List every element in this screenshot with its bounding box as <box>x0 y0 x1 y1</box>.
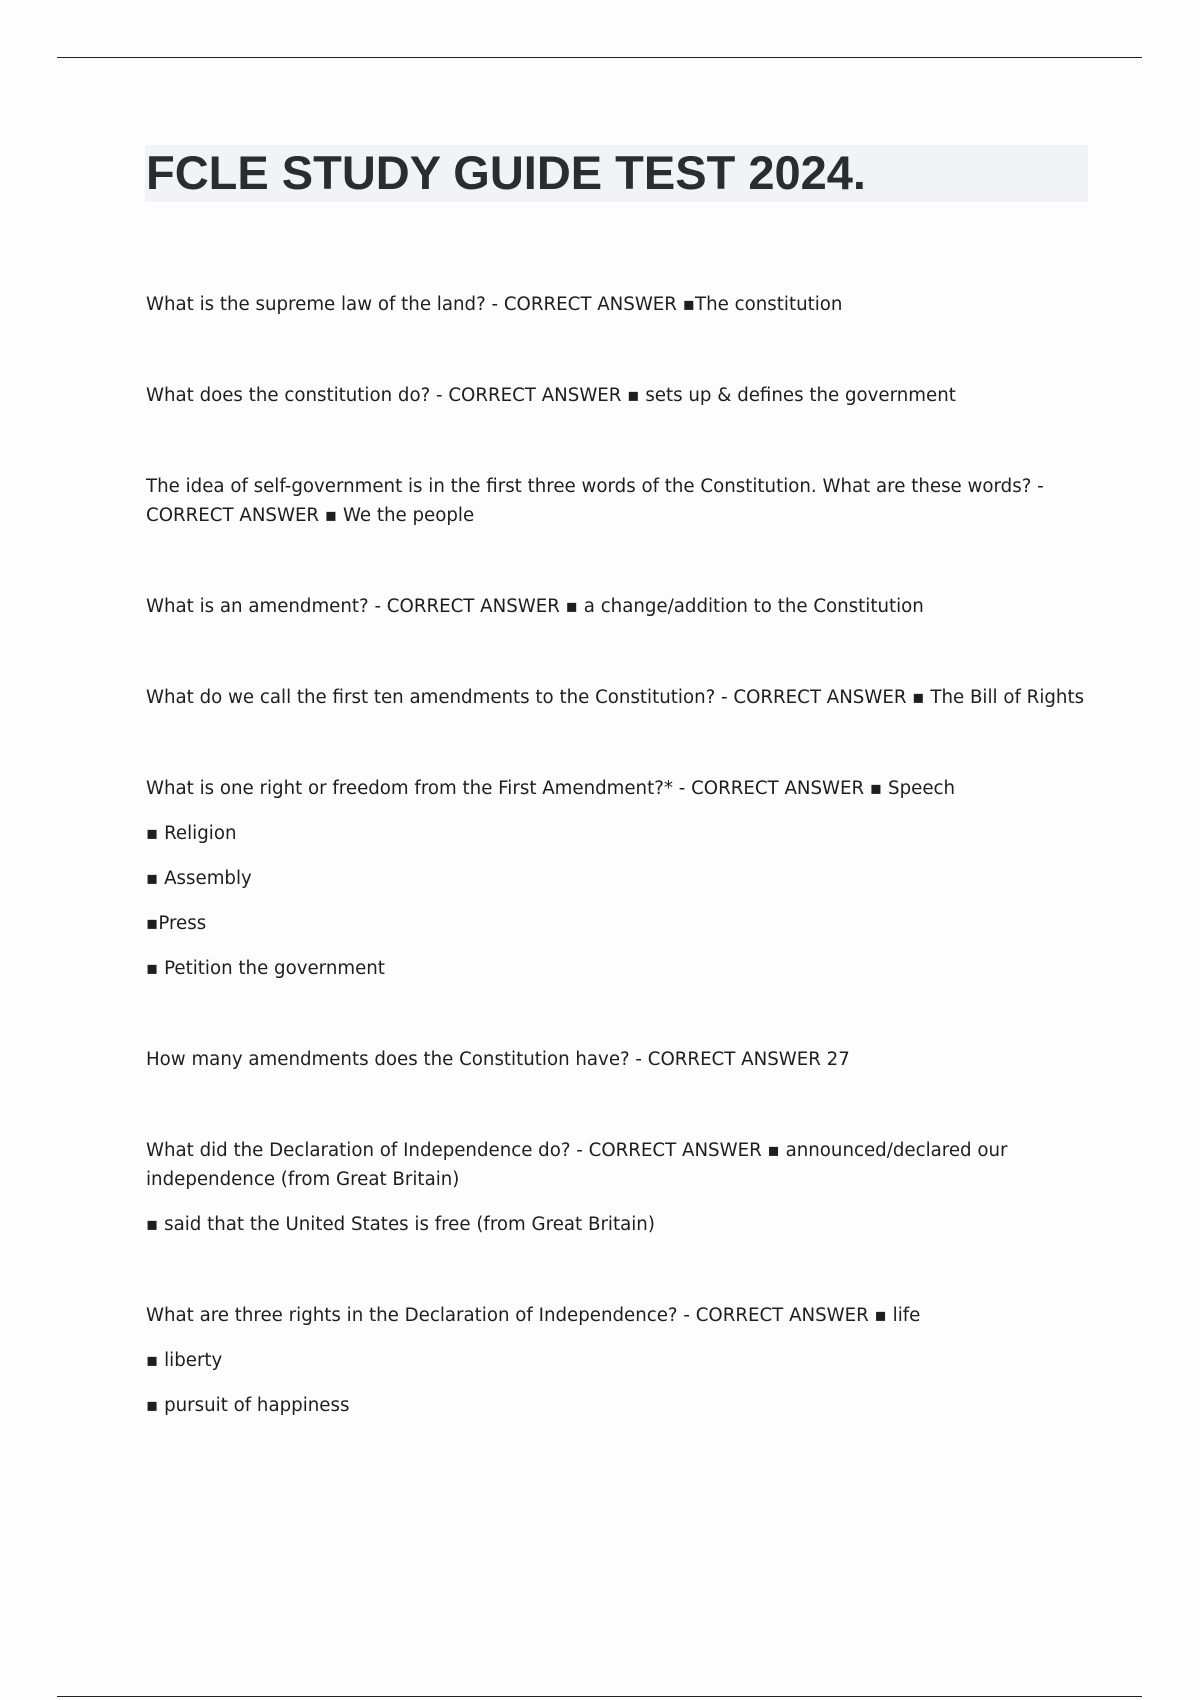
qa-bullet: ▪ Religion <box>146 823 237 844</box>
qa-question: What are three rights in the Declaration of Independence? - CORRECT ANSWER ▪ life <box>146 1305 921 1326</box>
qa-bullet: ▪ said that the United States is free (from Great Britain) <box>146 1214 655 1235</box>
qa-item <box>146 683 1091 712</box>
bottom-rule <box>57 1696 1142 1697</box>
qa-bullet: ▪Press <box>146 913 207 934</box>
qa-question: What is one right or freedom from the First Amendment?* - CORRECT ANSWER ▪ Speech <box>146 778 956 799</box>
qa-question: What is an amendment? - CORRECT ANSWER ▪ a change/addition to the Constitution <box>146 596 924 617</box>
qa-question: What did the Declaration of Independence do? - CORRECT ANSWER ▪ announced/declared our independence (from Great Britain) <box>146 1140 1008 1190</box>
qa-question: What does the constitution do? - CORRECT ANSWER ▪ sets up & defines the government <box>146 385 956 406</box>
qa-question: What is the supreme law of the land? - CORRECT ANSWER ▪The constitution <box>146 294 843 315</box>
qa-question: The idea of self-government is in the first three words of the Constitution. What are these words? - CORRECT ANSWER ▪ We the people <box>146 476 1044 526</box>
qa-bullet: ▪ Petition the government <box>146 958 385 979</box>
qa-item <box>146 1045 1091 1074</box>
qa-question: How many amendments does the Constitution have? - CORRECT ANSWER 27 <box>146 1049 850 1070</box>
qa-item <box>146 1301 1091 1420</box>
qa-item <box>146 1136 1091 1239</box>
qa-item <box>146 592 1091 621</box>
qa-list <box>146 290 1091 1420</box>
qa-item <box>146 381 1091 410</box>
qa-item <box>146 290 1091 319</box>
top-rule <box>57 57 1142 58</box>
page-title: FCLE STUDY GUIDE TEST 2024. <box>146 146 866 199</box>
qa-item <box>146 472 1091 530</box>
qa-bullet: ▪ pursuit of happiness <box>146 1395 350 1416</box>
qa-bullet: ▪ liberty <box>146 1350 223 1371</box>
qa-question: What do we call the first ten amendments to the Constitution? - CORRECT ANSWER ▪ The Bill of Rights <box>146 687 1085 708</box>
qa-bullet: ▪ Assembly <box>146 868 252 889</box>
qa-item <box>146 774 1091 983</box>
